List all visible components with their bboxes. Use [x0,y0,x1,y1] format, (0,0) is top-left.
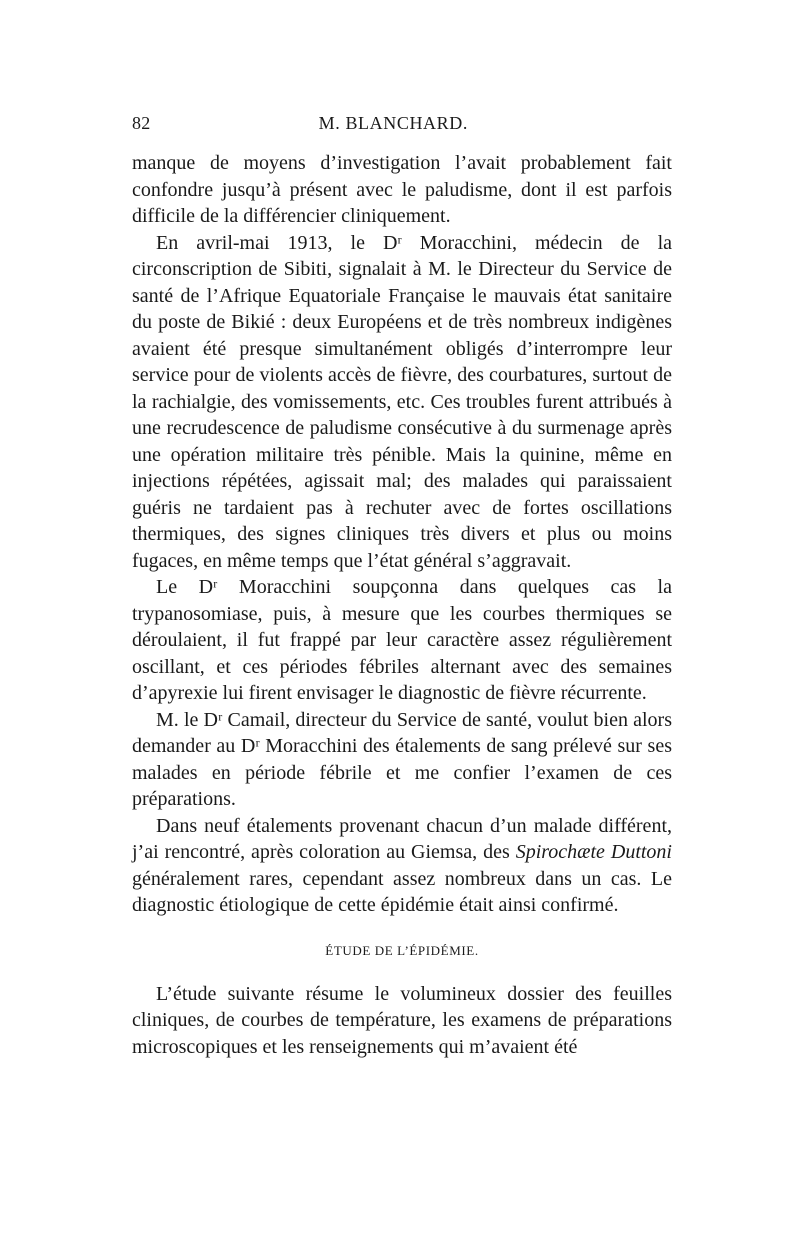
running-head [132,110,672,150]
running-head-author: M. BLANCHARD. [318,113,468,133]
book-page [132,110,672,1060]
paragraph-spirochete-findings [132,813,672,919]
section-title: ÉTUDE DE L’ÉPIDÉMIE. [325,942,479,958]
paragraph-5-text-a: Dans neuf étalements provenant chacun d’un malade différent, j’ai rencontré, après coloration au Giemsa, des [132,814,672,863]
species-name: Spirochæte Duttoni [515,841,672,863]
page-number: 82 [132,113,151,133]
paragraph-blood-smears-request: M. le Dʳ Camail, directeur du Service de santé, voulut bien alors demander au Dʳ Moracchini des étalements de sang prélevé sur ses malades en période fébrile et me confier l’examen de ces préparations. [132,708,672,810]
paragraph-epidemic-report: En avril-mai 1913, le Dʳ Moracchini, médecin de la circonscription de Sibiti, signalait à M. le Directeur du Service de santé de l’Afrique Equatoriale Française le mauvais état sanitaire du poste de Bikié : deux Européens et de très nombreux indigènes avaient été presque simultanément obligés d’interrompre leur service pour de violents accès de fièvre, des courbatures, surtout de la rachialgie, des vomissements, etc. Ces troubles furent attribués à une recrudescence de paludisme consécutive à du surmenage après une opération militaire très pénible. Mais la quinine, même en injections répétées, agissait mal; des malades qui paraissaient guéris ne tardaient pas à rechuter avec de fortes oscillations thermiques, des signes cliniques très divers et plus ou moins fugaces, en même temps que l’état général s’aggravait. [132,231,672,572]
paragraph-continued: manque de moyens d’investigation l’avait probablement fait confondre jusqu’à présent avec le paludisme, dont il est parfois difficile de la différencier cliniquement. [132,152,672,227]
paragraph-5-text-b: généralement rares, cependant assez nombreux dans un cas. Le diagnostic étiologique de cette épidémie était ainsi confirmé. [132,867,672,916]
paragraph-study-summary: L’étude suivante résume le volumineux dossier des feuilles cliniques, de courbes de température, les examens de préparations microscopiques et les renseignements qui m’avaient été [132,982,672,1058]
paragraph-trypanosomiasis-suspicion: Le Dʳ Moracchini soupçonna dans quelques cas la trypanosomiase, puis, à mesure que les courbes thermiques se déroulaient, il fut frappé par leur caractère assez régulièrement oscillant, et ces périodes fébriles alternant avec des semaines d’apyrexie lui firent envisager le diagnostic de fièvre récurrente. [132,576,672,704]
